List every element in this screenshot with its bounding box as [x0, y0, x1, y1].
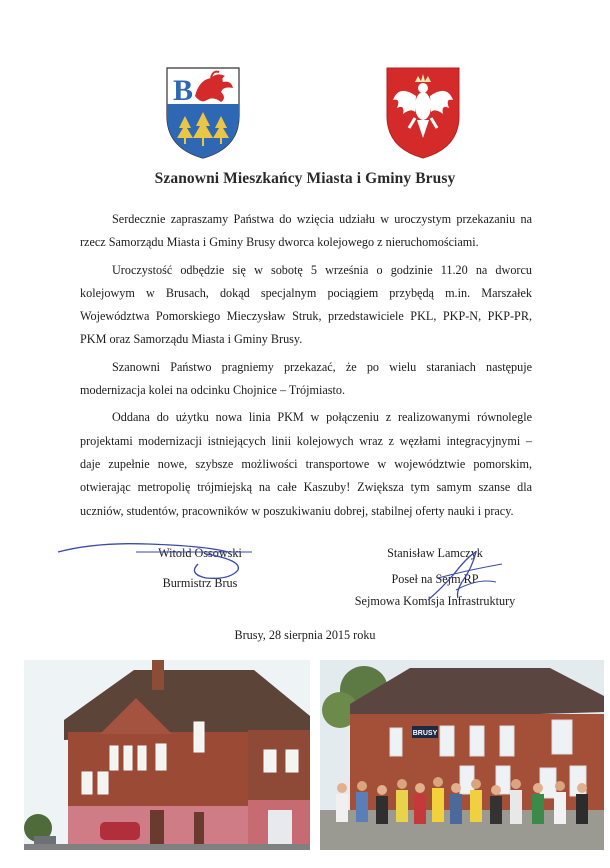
brusy-coat-of-arms	[165, 66, 241, 160]
letter-title: Szanowni Mieszkańcy Miasta i Gminy Brusy	[154, 170, 456, 187]
paragraph-invitation: Serdecznie zapraszamy Państwa do wzięcia udziału w uroczystym przekazaniu na rzecz Samorządu Miasta i Gminy Brusy dworca kolejowego z nieruchomościami.	[80, 212, 532, 250]
poland-coat-of-arms	[385, 66, 461, 160]
signatory-right-role: Poseł na Sejm RP	[391, 572, 479, 586]
station-building-photo	[24, 660, 310, 850]
signatory-left-name: Witold Ossowski	[158, 546, 242, 560]
signatory-right-name: Stanisław Lamczyk	[387, 546, 483, 560]
paragraph-pkm-line: Oddana do użytku nowa linia PKM w połączeniu z realizowanymi równolegle projektami modernizacji istniejących linii kolejowych wraz z węzłami integracyjnymi – daje zupełnie nowe, szybsze możliwości transportowe w województwie pomorskim, otwierając metropolię trójmiejską na całe Kaszuby! Zwiększa tym samym szanse dla uczniów, studentów, pracowników w poszukiwaniu dobrej, stabilnej oferty nauki i pracy.	[80, 410, 532, 518]
letter-body	[80, 208, 532, 527]
signatory-right-committee: Sejmowa Komisja Infrastruktury	[354, 594, 516, 608]
signature-left	[120, 538, 280, 598]
signature-right	[330, 538, 540, 612]
paragraph-ceremony: Uroczystość odbędzie się w sobotę 5 września o godzinie 11.20 na dworcu kolejowym w Brusach, dokąd specjalnym pociągiem przybędą m.in. Marszałek Województwa Pomorskiego Mieczysław Struk, przedstawiciele PKL, PKP-N, PKP-PR, PKM oraz Samorządu Miasta i Gminy Brusy.	[80, 262, 532, 347]
station-sign: BRUSY	[412, 730, 438, 737]
place-and-date: Brusy, 28 sierpnia 2015 roku	[234, 628, 376, 642]
signatory-left-role: Burmistrz Brus	[162, 576, 238, 590]
station-crowd-photo	[320, 660, 604, 850]
crest-letter: B	[173, 74, 194, 107]
paragraph-modernization: Szanowni Państwo pragniemy przekazać, że po wielu staraniach następuje modernizacja kolei na odcinku Chojnice – Trójmiasto.	[80, 359, 532, 398]
